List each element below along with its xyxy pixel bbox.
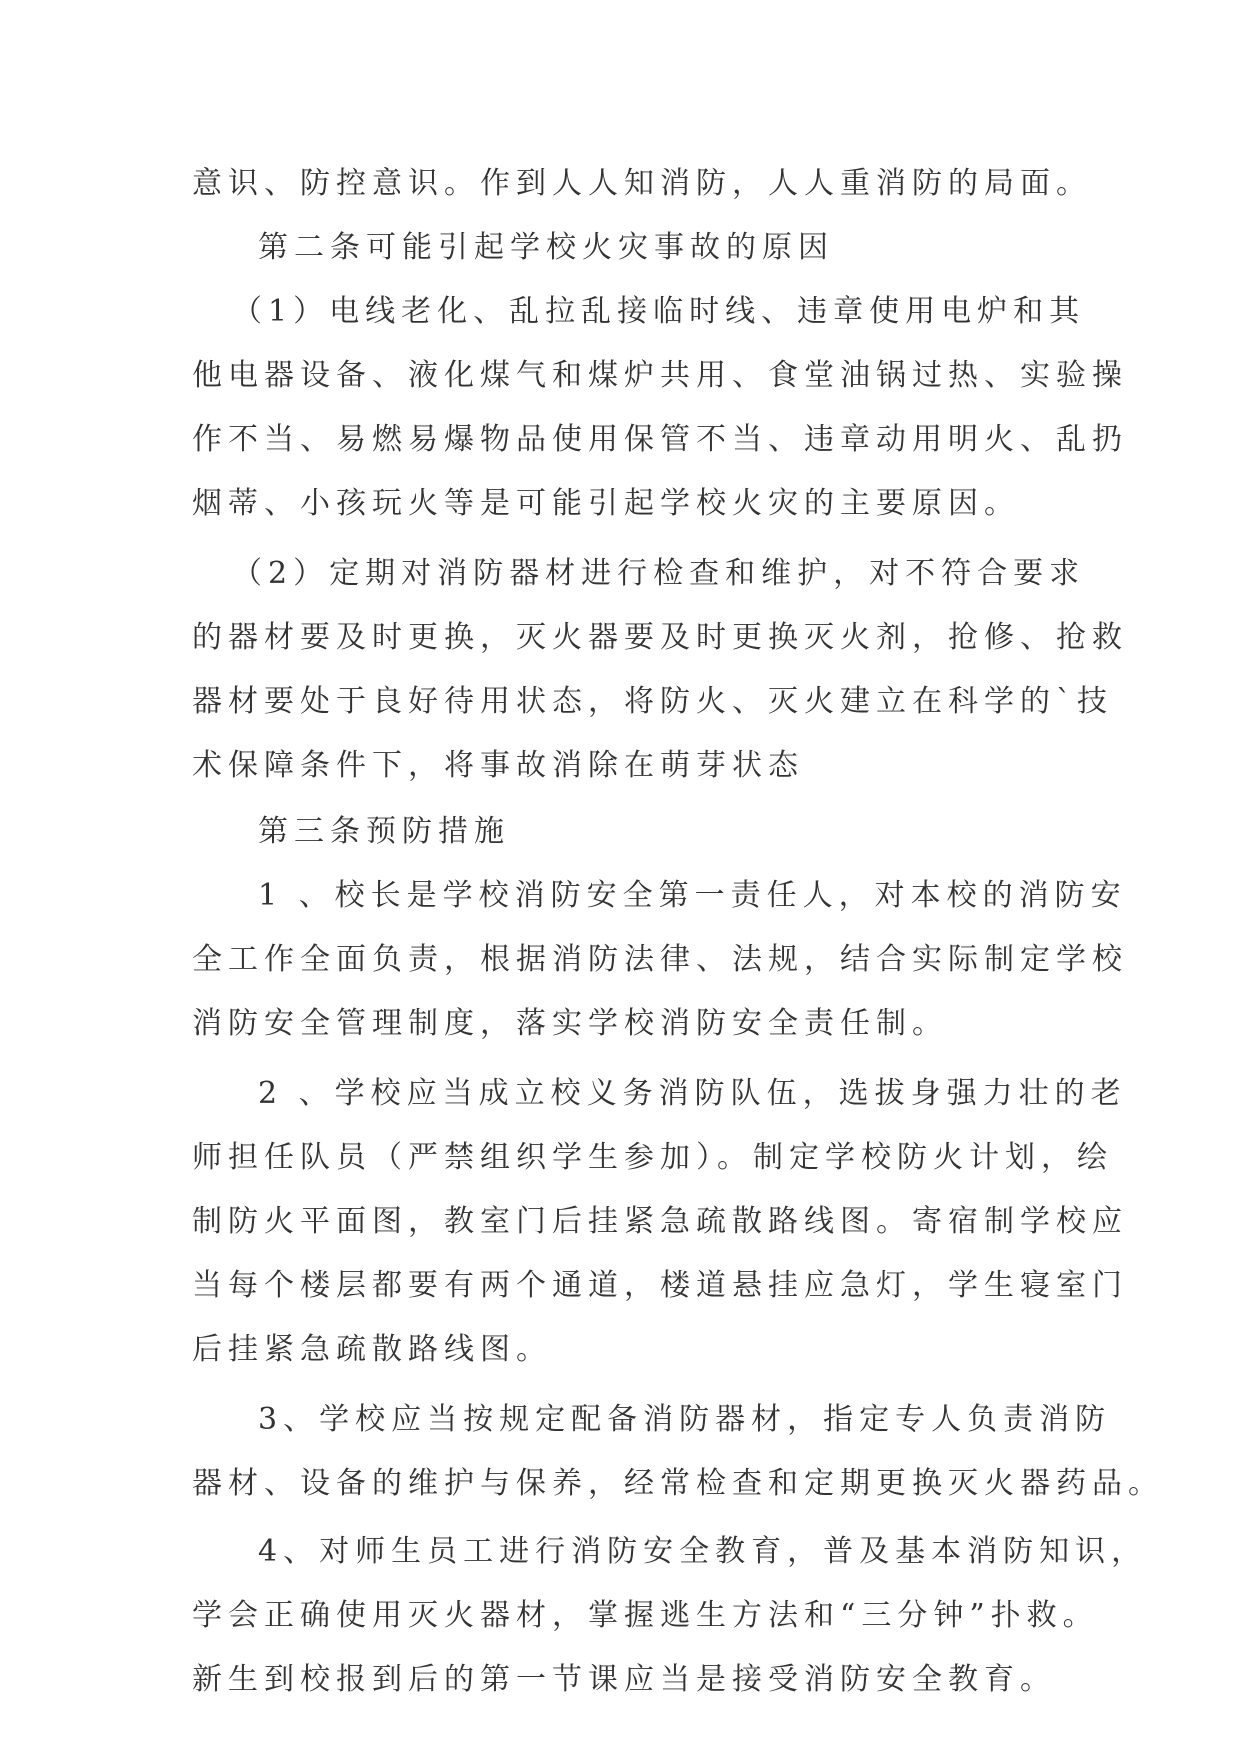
text-line: 1 、校长是学校消防安全第一责任人，对本校的消防安 <box>258 878 1127 913</box>
text-line: 烟蒂、小孩玩火等是可能引起学校火灾的主要原因。 <box>192 486 1020 521</box>
text-line: 全工作全面负责，根据消防法律、法规，结合实际制定学校 <box>192 942 1128 977</box>
text-line: 他电器设备、液化煤气和煤炉共用、食堂油锅过热、实验操 <box>192 358 1128 393</box>
text-line: 2 、学校应当成立校义务消防队伍，选拔身强力壮的老 <box>258 1076 1127 1111</box>
text-line: 新生到校报到后的第一节课应当是接受消防安全教育。 <box>192 1662 1056 1697</box>
text-line: （2）定期对消防器材进行检查和维护，对不符合要求 <box>232 556 1086 591</box>
section-heading: 第二条可能引起学校火灾事故的原因 <box>258 230 834 265</box>
text-line: 意识、防控意识。作到人人知消防，人人重消防的局面。 <box>192 166 1092 201</box>
text-line: 作不当、易燃易爆物品使用保管不当、违章动用明火、乱扔 <box>192 422 1128 457</box>
text-line: 4、对师生员工进行消防安全教育，普及基本消防知识， <box>258 1534 1148 1569</box>
text-line: 学会正确使用灭火器材，掌握逃生方法和“三分钟”扑救。 <box>192 1598 1099 1633</box>
text-line: 师担任队员（严禁组织学生参加）。制定学校防火计划，绘 <box>192 1140 1113 1175</box>
text-line: 3、学校应当按规定配备消防器材，指定专人负责消防 <box>258 1402 1112 1437</box>
text-line: 后挂紧急疏散路线图。 <box>192 1332 552 1367</box>
text-line: 制防火平面图，教室门后挂紧急疏散路线图。寄宿制学校应 <box>192 1204 1128 1239</box>
text-line: 器材、设备的维护与保养，经常检查和定期更换灭火器药品。 <box>192 1466 1164 1501</box>
text-line: 的器材要及时更换，灭火器要及时更换灭火剂，抢修、抢救 <box>192 620 1128 655</box>
text-line: （1）电线老化、乱拉乱接临时线、违章使用电炉和其 <box>232 294 1086 329</box>
text-line: 术保障条件下，将事故消除在萌芽状态 <box>192 748 804 783</box>
text-line: 当每个楼层都要有两个通道，楼道悬挂应急灯，学生寝室门 <box>192 1268 1128 1303</box>
text-line: 消防安全管理制度，落实学校消防安全责任制。 <box>192 1006 948 1041</box>
section-heading: 第三条预防措施 <box>258 814 510 849</box>
text-line: 器材要处于良好待用状态，将防火、灭火建立在科学的`技 <box>192 684 1113 719</box>
